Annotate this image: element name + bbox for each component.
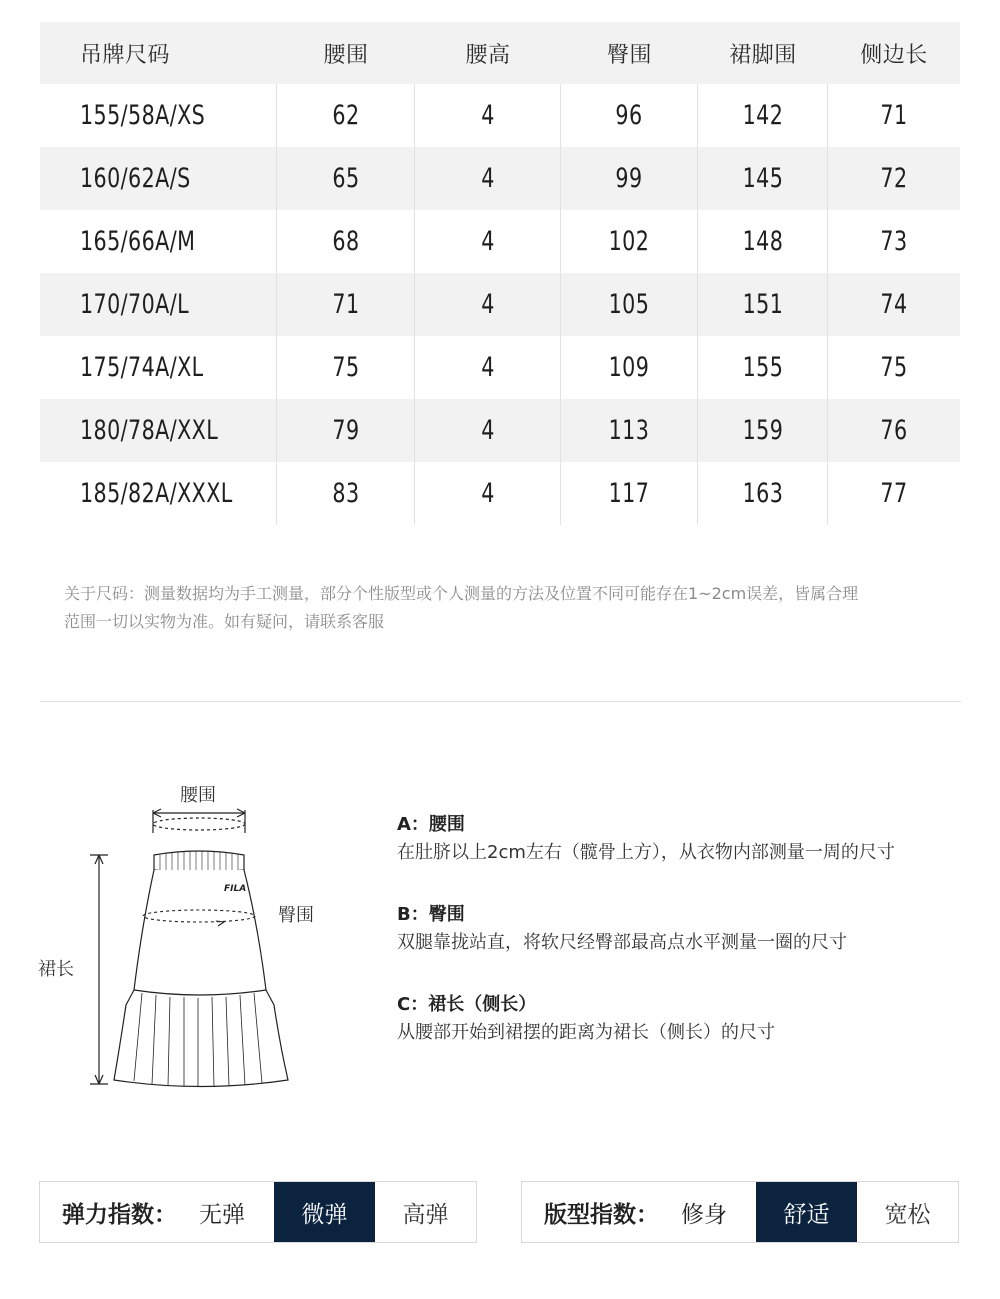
size-cell: 180/78A/XXL: [80, 415, 219, 446]
hip-cell: 102: [608, 226, 650, 257]
instruction-desc: 在肚脐以上2cm左右（髋骨上方），从衣物内部测量一周的尺寸: [397, 842, 895, 863]
header-side-length: 侧边长: [860, 42, 928, 68]
size-cell: 170/70A/L: [80, 289, 190, 320]
hem-cell: 145: [742, 163, 783, 194]
skirt-body: [114, 870, 288, 1087]
side-length-cell: 71: [880, 100, 908, 131]
hem-cell: 155: [742, 352, 783, 383]
table-row: [40, 336, 960, 399]
waist-cell: 83: [331, 478, 360, 509]
skirt-measurement-diagram: [30, 775, 350, 1105]
instruction-waist: [397, 812, 987, 868]
elasticity-option-none: 无弹: [199, 1201, 245, 1228]
table-row: [40, 84, 960, 147]
waist-height-cell: 4: [480, 226, 495, 257]
header-tag-size: 吊牌尺码: [80, 42, 171, 68]
note-line-1: 关于尺码：测量数据均为手工测量，部分个性版型或个人测量的方法及位置不同可能存在1~2cm误差，皆属合理: [64, 584, 859, 603]
hem-cell: 159: [742, 415, 783, 446]
hip-cell: 99: [615, 163, 643, 194]
diagram-hip-label: 臀围: [278, 905, 314, 926]
instruction-title: A：腰围: [397, 814, 465, 835]
size-cell: 185/82A/XXXL: [80, 478, 233, 509]
side-length-cell: 77: [880, 478, 908, 509]
table-row: [40, 462, 960, 525]
elasticity-option-high: 高弹: [402, 1201, 449, 1228]
waist-cell: 71: [331, 289, 360, 320]
hip-cell: 105: [608, 289, 650, 320]
waist-height-cell: 4: [480, 478, 495, 509]
fit-label-text: 版型指数：: [544, 1201, 659, 1228]
hip-cell: 96: [615, 100, 643, 131]
elasticity-label-text: 弹力指数：: [62, 1201, 177, 1228]
table-row: [40, 147, 960, 210]
instruction-length: [397, 992, 987, 1048]
size-cell: 165/66A/M: [80, 226, 196, 257]
elasticity-label: [40, 1182, 274, 1242]
skirt-waistband: [154, 851, 244, 873]
size-cell: 155/58A/XS: [80, 100, 206, 131]
instruction-title: C：裙长（侧长）: [397, 994, 537, 1015]
size-cell: 175/74A/XL: [80, 352, 204, 383]
instruction-desc: 双腿靠拢站直，将软尺经臀部最高点水平测量一圈的尺寸: [397, 932, 847, 953]
elasticity-option-slight: 微弹: [274, 1182, 375, 1242]
fit-option-slim: 修身: [681, 1201, 727, 1228]
table-row: [40, 273, 960, 336]
waist-cell: 65: [331, 163, 360, 194]
hem-cell: 142: [742, 100, 783, 131]
skirt-drawing: [30, 775, 350, 1105]
hip-cell: 117: [608, 478, 650, 509]
brand-logo-text: FILA: [224, 884, 247, 894]
header-waist: 腰围: [323, 42, 369, 68]
note-line-2: 范围一切以实物为准。如有疑问，请联系客服: [64, 612, 385, 631]
waist-cell: 79: [331, 415, 360, 446]
hem-cell: 148: [742, 226, 783, 257]
header-hem: 裙脚围: [729, 42, 797, 68]
instruction-desc: 从腰部开始到裙摆的距离为裙长（侧长）的尺寸: [397, 1022, 775, 1043]
size-table: [40, 22, 960, 525]
length-arrow-icon: [90, 855, 108, 1084]
header-waist-height: 腰高: [465, 42, 511, 68]
elasticity-index: [39, 1181, 477, 1243]
waist-height-cell: 4: [480, 289, 495, 320]
waist-arrow-icon: [153, 809, 245, 833]
table-row: [40, 399, 960, 462]
fit-label: [522, 1182, 756, 1242]
hip-cell: 113: [608, 415, 650, 446]
table-header-row: [40, 22, 960, 84]
header-hip: 臀围: [606, 42, 652, 68]
side-length-cell: 72: [880, 163, 908, 194]
fit-index: [521, 1181, 959, 1243]
side-length-cell: 75: [880, 352, 908, 383]
section-divider: [40, 701, 961, 702]
diagram-waist-label: 腰围: [180, 785, 216, 806]
waist-cell: 62: [331, 100, 360, 131]
side-length-cell: 74: [880, 289, 908, 320]
hem-cell: 151: [742, 289, 783, 320]
hem-cell: 163: [742, 478, 783, 509]
waist-cell: 75: [331, 352, 360, 383]
waist-height-cell: 4: [480, 352, 495, 383]
side-length-cell: 73: [880, 226, 908, 257]
size-cell: 160/62A/S: [80, 163, 191, 194]
side-length-cell: 76: [880, 415, 908, 446]
hip-cell: 109: [608, 352, 650, 383]
measurement-note: [64, 580, 964, 636]
waist-height-cell: 4: [480, 100, 495, 131]
fit-option-loose: 宽松: [884, 1201, 931, 1228]
waist-height-cell: 4: [480, 163, 495, 194]
diagram-length-label: 裙长: [38, 959, 74, 980]
instruction-hip: [397, 902, 987, 958]
fit-option-comfort: 舒适: [756, 1182, 857, 1242]
waist-cell: 68: [331, 226, 360, 257]
waist-height-cell: 4: [480, 415, 495, 446]
table-row: [40, 210, 960, 273]
instruction-title: B：臀围: [397, 904, 465, 925]
